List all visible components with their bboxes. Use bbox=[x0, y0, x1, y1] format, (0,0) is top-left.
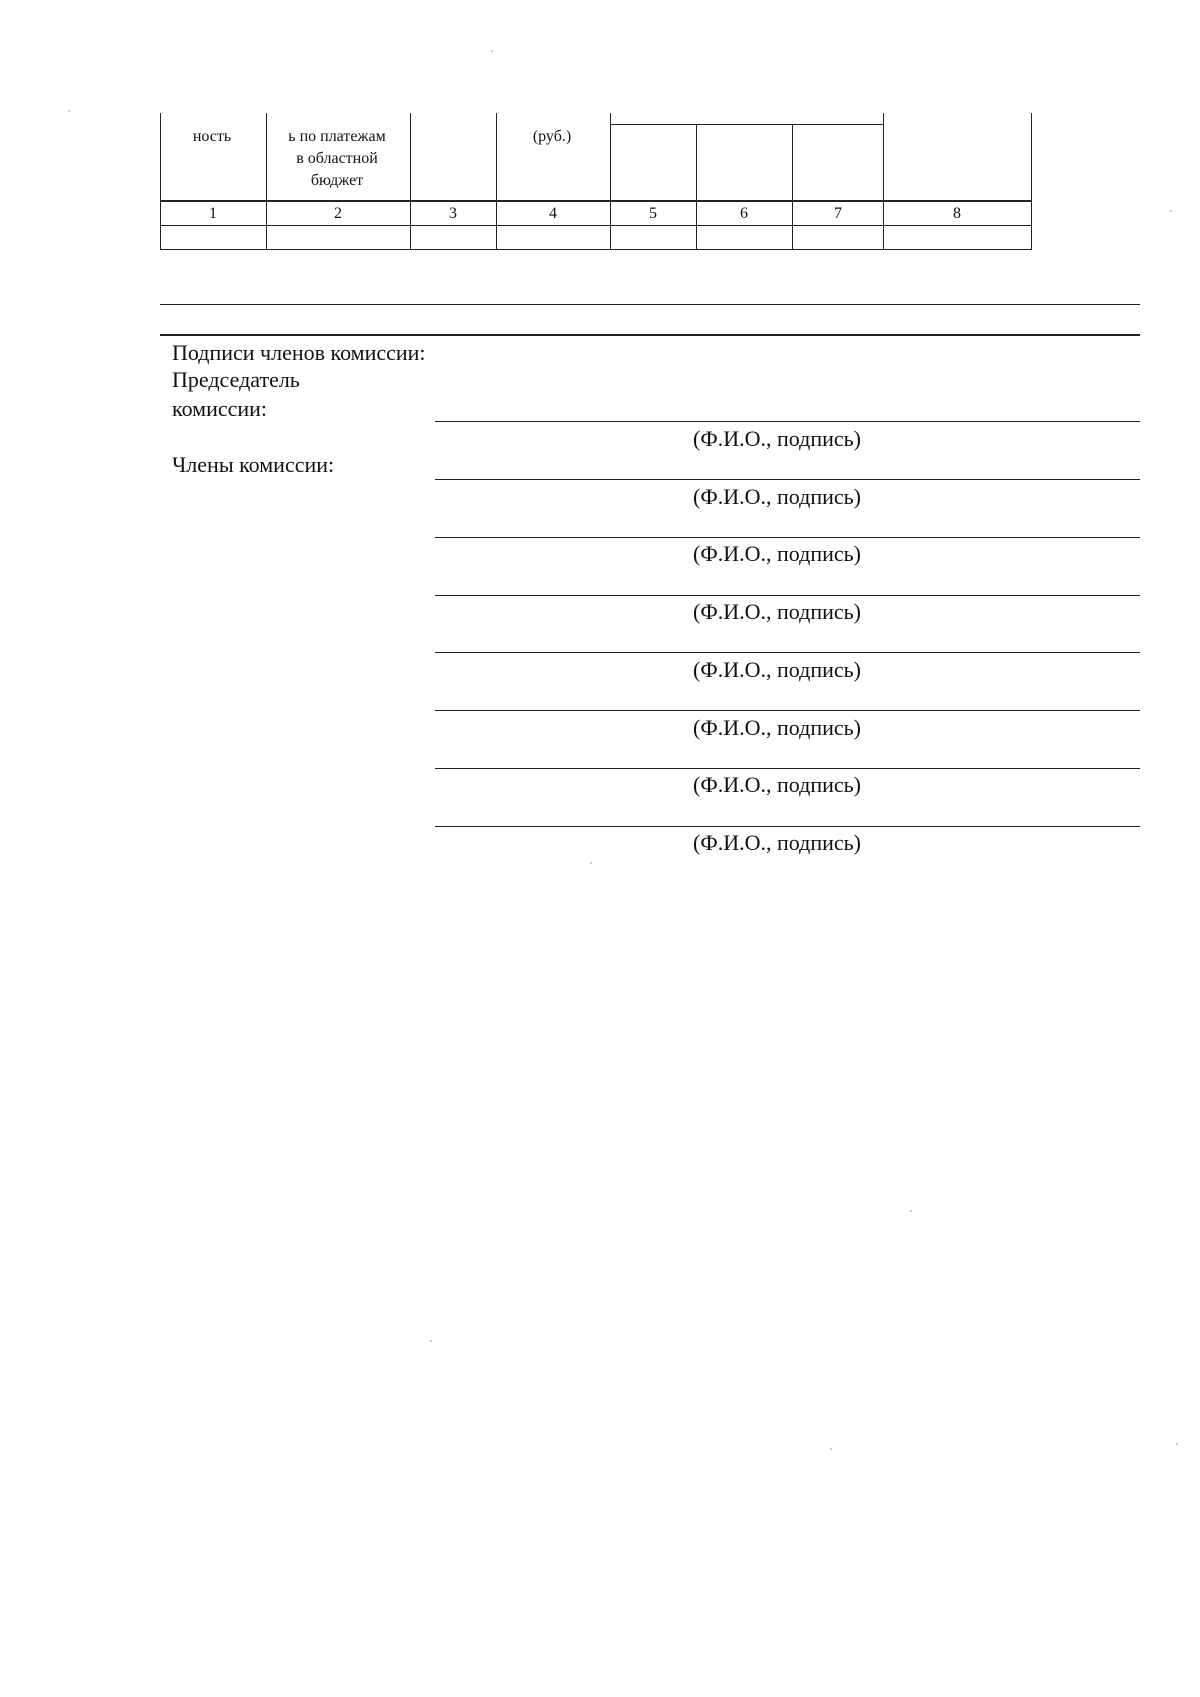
signature-caption: (Ф.И.О., подпись) bbox=[693, 657, 861, 682]
table-border bbox=[160, 200, 1032, 202]
signature-caption: (Ф.И.О., подпись) bbox=[693, 484, 861, 509]
table-border bbox=[410, 113, 411, 250]
divider-line bbox=[160, 334, 1140, 336]
table-border bbox=[610, 124, 883, 125]
header-cell: ь по платежам в областной бюджет bbox=[288, 128, 386, 189]
scan-speck bbox=[590, 862, 592, 864]
chairman-label: комиссии: bbox=[172, 396, 268, 421]
column-number: 3 bbox=[449, 205, 457, 222]
signature-caption: (Ф.И.О., подпись) bbox=[693, 715, 861, 740]
signature-caption: (Ф.И.О., подпись) bbox=[693, 830, 861, 855]
divider-line bbox=[160, 304, 1140, 305]
signature-caption: (Ф.И.О., подпись) bbox=[693, 772, 861, 797]
scan-speck bbox=[430, 1340, 432, 1342]
signature-line bbox=[435, 537, 1140, 538]
scan-speck bbox=[491, 50, 493, 52]
header-cell: (руб.) bbox=[532, 128, 572, 145]
signature-line bbox=[435, 479, 1140, 480]
table-border bbox=[160, 225, 1032, 226]
column-number: 1 bbox=[209, 205, 217, 222]
scan-speck bbox=[1176, 1443, 1178, 1445]
column-number: 6 bbox=[740, 205, 748, 222]
signature-line bbox=[435, 595, 1140, 596]
column-number: 4 bbox=[549, 205, 557, 222]
table-border bbox=[696, 124, 697, 250]
signature-line bbox=[435, 768, 1140, 769]
scan-speck bbox=[68, 110, 70, 112]
scan-speck bbox=[910, 1210, 912, 1212]
scan-speck bbox=[1170, 210, 1172, 212]
header-cell: ность bbox=[192, 128, 232, 145]
table-border bbox=[1031, 113, 1032, 250]
signatures-heading: Подписи членов комиссии: bbox=[172, 340, 426, 365]
table-border bbox=[160, 113, 161, 250]
table-border bbox=[883, 113, 884, 250]
table-border bbox=[160, 249, 1032, 250]
signature-line bbox=[435, 710, 1140, 711]
table-border bbox=[610, 113, 611, 250]
table-border bbox=[792, 124, 793, 250]
signature-line bbox=[435, 421, 1140, 422]
scan-speck bbox=[830, 1448, 832, 1450]
table-border bbox=[496, 113, 497, 250]
members-label: Члены комиссии: bbox=[172, 452, 335, 477]
column-number: 7 bbox=[834, 205, 842, 222]
signature-caption: (Ф.И.О., подпись) bbox=[693, 599, 861, 624]
column-number: 2 bbox=[334, 205, 342, 222]
signature-line bbox=[435, 826, 1140, 827]
signature-caption: (Ф.И.О., подпись) bbox=[693, 426, 861, 451]
chairman-label: Председатель bbox=[172, 367, 300, 392]
table-border bbox=[266, 113, 267, 250]
column-number: 5 bbox=[649, 205, 657, 222]
signature-caption: (Ф.И.О., подпись) bbox=[693, 541, 861, 566]
signature-line bbox=[435, 652, 1140, 653]
column-number: 8 bbox=[953, 205, 961, 222]
